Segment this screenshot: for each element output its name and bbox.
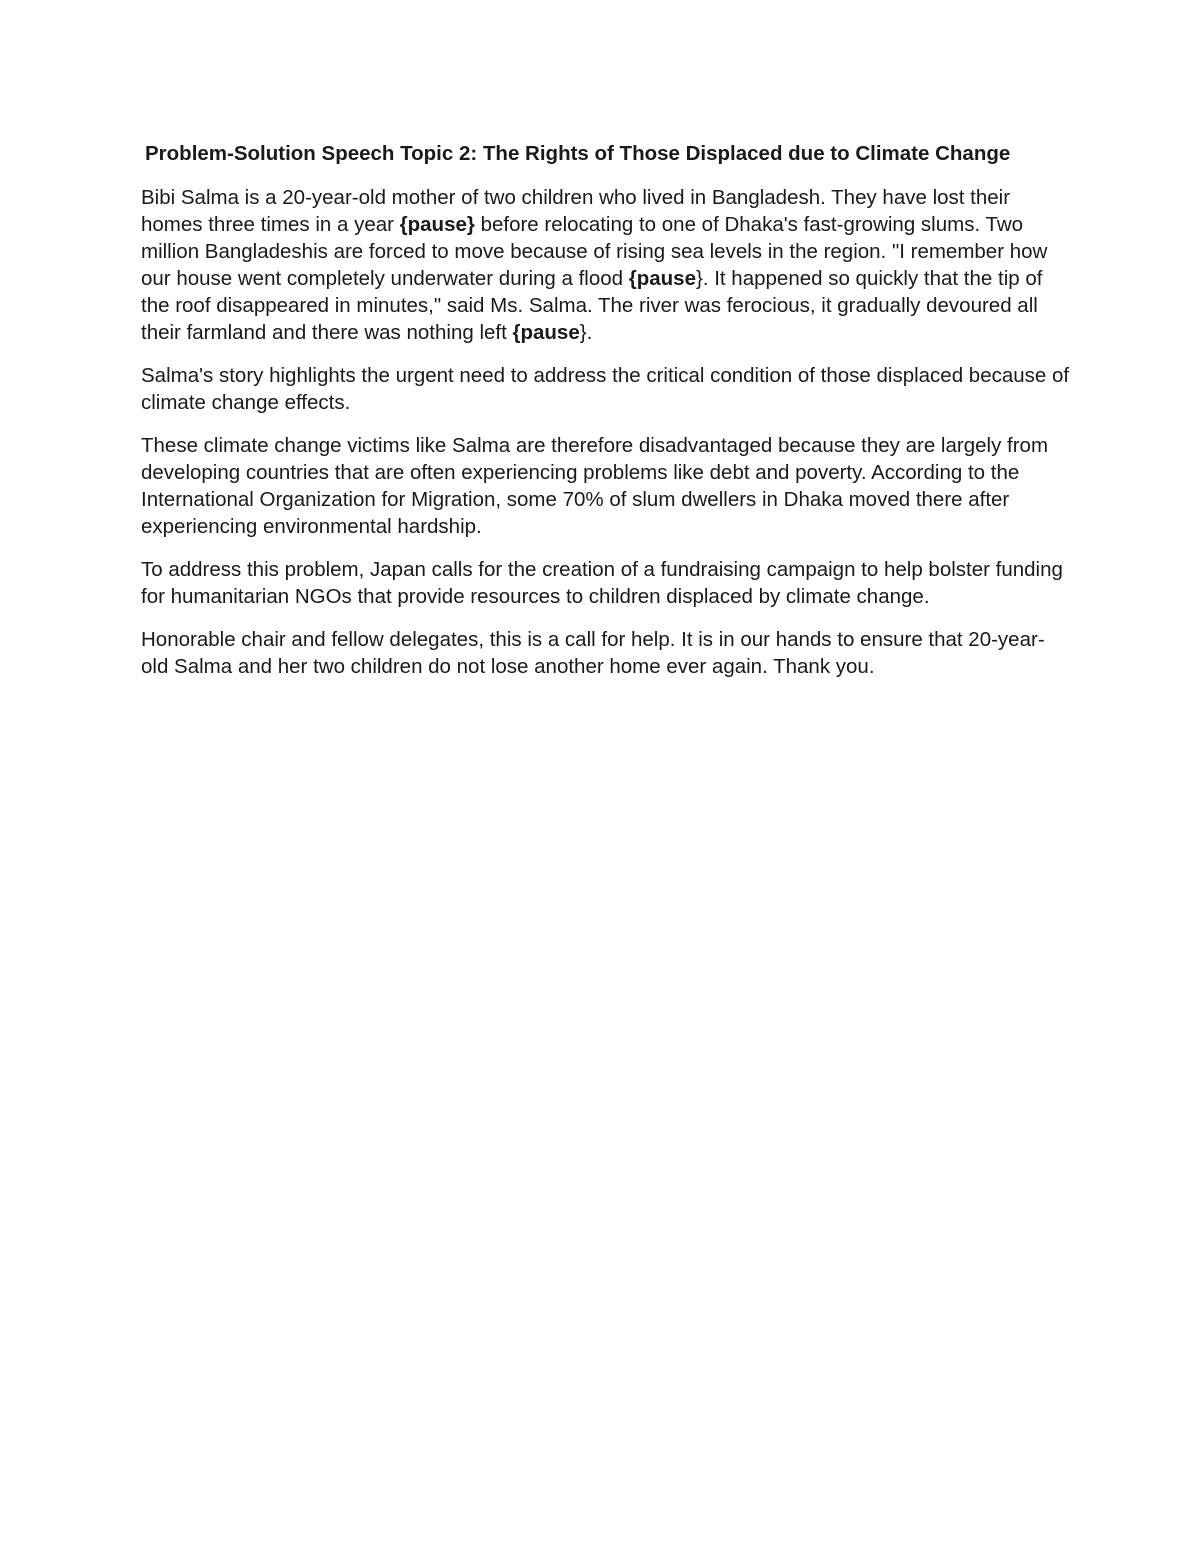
paragraph-closing: Honorable chair and fellow delegates, this is a call for help. It is in our hands to ensure that 20-year-old Salma and her two children do not lose another home ever again. Thank you. [141, 628, 1045, 678]
pause-marker: {pause [512, 321, 580, 344]
paragraph-disadvantaged: These climate change victims like Salma are therefore disadvantaged because they are largely from developing countries that are often experiencing problems like debt and poverty. According to the International Organization for Migration, some 70% of slum dwellers in Dhaka moved there after experiencing environmental hardship. [141, 434, 1049, 538]
paragraph-text: before relocating to one of Dhaka's fast-growing slums. Two million Bangladeshis are forced to move because of rising sea levels in the region. "I remember how our house went completely underwater during a flood [141, 213, 1048, 290]
paragraph-solution: To address this problem, Japan calls for the creation of a fundraising campaign to help bolster funding for humanitarian NGOs that provide resources to children displaced by climate change. [141, 558, 1063, 608]
paragraph-text: Bibi Salma is a 20-year-old mother of two children who lived in Bangladesh. They have lost their homes three times in a year [141, 186, 1011, 236]
paragraph-urgent-need: Salma's story highlights the urgent need to address the critical condition of those displaced because of climate change effects. [141, 364, 1070, 414]
pause-marker: {pause} [399, 213, 475, 236]
paragraph-salma-story [141, 184, 1071, 346]
document-title: Problem-Solution Speech Topic 2: The Rights of Those Displaced due to Climate Change [145, 142, 1011, 165]
paragraph-text: }. [579, 321, 593, 344]
paragraph-text: }. It happened so quickly that the tip of the roof disappeared in minutes," said Ms. Salma. The river was ferocious, it gradually devoured all their farmland and there was nothing left [141, 267, 1043, 344]
pause-marker: {pause [628, 267, 696, 290]
document-body [141, 140, 1071, 696]
